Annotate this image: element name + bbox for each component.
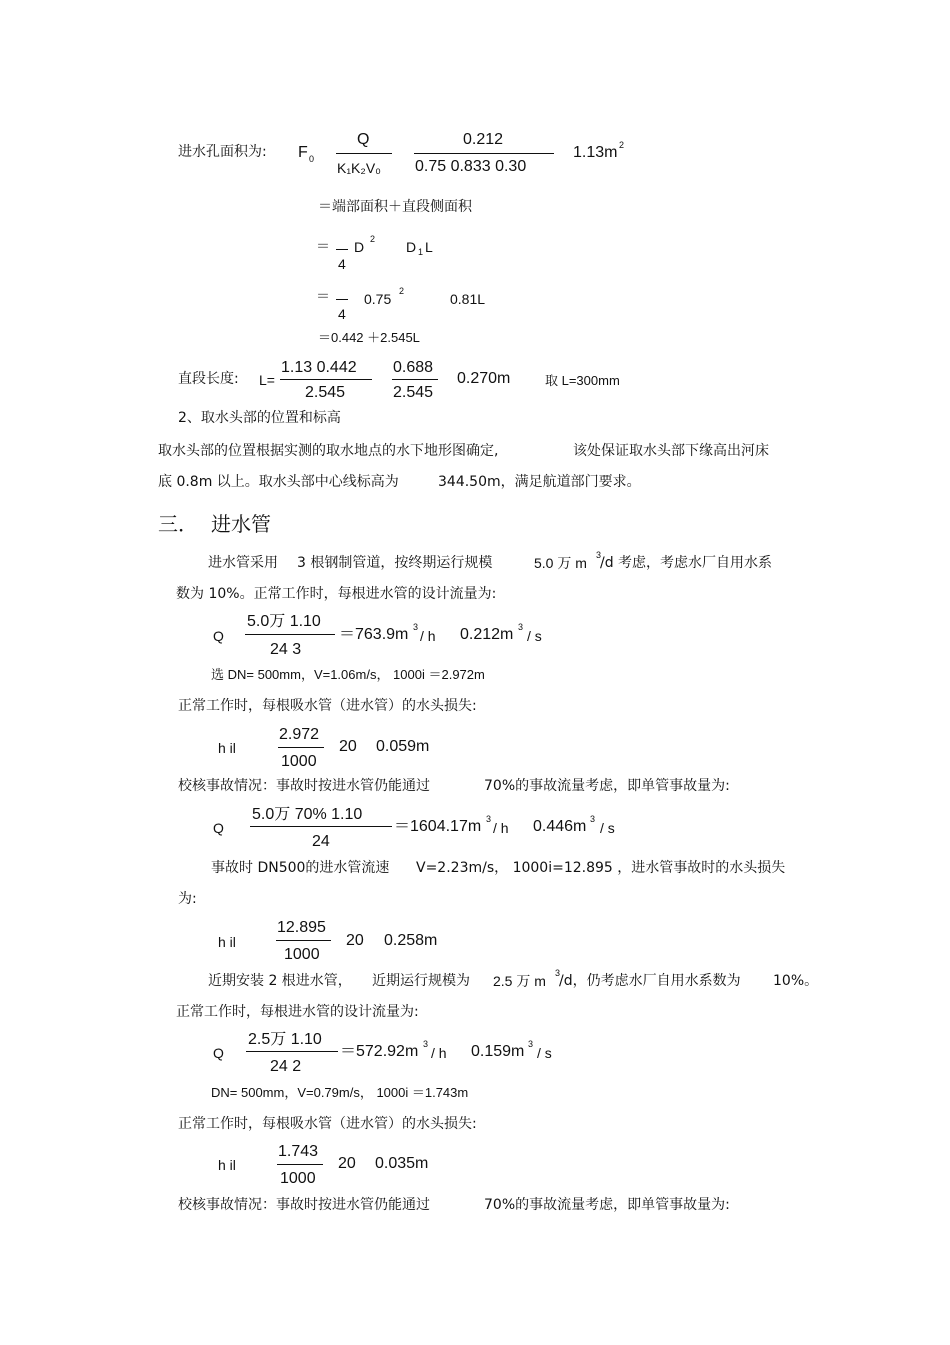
eq2-rhs-2: / h <box>493 820 509 836</box>
eq3-lhs: Q <box>213 1045 224 1061</box>
straight-length-label: 直段长度: <box>178 371 239 387</box>
check-2-part-b: 70%的事故流量考虑，即单管事故量为: <box>484 1197 730 1213</box>
eq3-bar <box>246 1051 338 1052</box>
decomp-line-3-den: 4 <box>338 306 346 322</box>
h2-numerator: 12.895 <box>277 919 326 936</box>
inlet-area-result: 1.13m <box>573 144 618 161</box>
eq1-denominator: 24 3 <box>270 641 302 658</box>
h2-result: 0.258m <box>384 932 438 949</box>
p5-part-d: /d 考虑，考虑水厂自用水系 <box>600 555 773 571</box>
eq3-rhs-3: 0.159m <box>471 1043 525 1060</box>
paragraph-2-part-b: 344.50m，满足航道部门要求。 <box>438 474 641 490</box>
eq3-sup-1: 3 <box>423 1039 429 1049</box>
straight-length-take: 取 L=300mm <box>545 373 620 388</box>
eq2-sup-1: 3 <box>486 814 492 824</box>
eq2-bar <box>250 826 392 827</box>
decomp-line-2-bar <box>336 249 348 250</box>
selection-line-1: 选 DN= 500mm，V=1.06m/s， 1000i ＝2.972m <box>211 667 485 682</box>
p6-line-2: 正常工作时，每根进水管的设计流量为: <box>176 1004 419 1020</box>
section-title: 进水管 <box>211 512 271 536</box>
eq1-rhs-3: 0.212m <box>460 626 514 643</box>
p5-part-a: 进水管采用 <box>208 555 278 571</box>
head-loss-label-1: 正常工作时，每根吸水管（进水管）的水头损失: <box>178 698 477 714</box>
decomp-line-3-tail: 0.81L <box>450 291 486 307</box>
h1-denominator: 1000 <box>281 753 317 770</box>
eq1-rhs-4: / s <box>527 628 542 644</box>
h1-bar <box>278 747 324 748</box>
decomp-line-3-val: 0.75 <box>364 291 392 307</box>
p5-part-b: 3 根钢制管道，按终期运行规模 <box>297 555 493 571</box>
decomp-line-2-eq: ＝ <box>316 239 330 255</box>
h3-lhs: h il <box>218 1157 236 1173</box>
eq1-bar <box>245 634 335 635</box>
decomp-line-2-den: 4 <box>338 256 346 272</box>
p6-part-e: 10%。 <box>773 973 819 989</box>
h1-result: 0.059m <box>376 738 430 755</box>
eq2-sup-2: 3 <box>590 814 596 824</box>
straight-f1-den: 2.545 <box>305 384 346 401</box>
decomp-line-2-l: L <box>425 239 433 255</box>
accident-part-b: V=2.23m/s， 1000i=12.895 ，进水管事故时的水头损失 <box>416 860 786 876</box>
p6-part-d: /d，仍考虑水厂自用水系数为 <box>559 973 741 989</box>
eq2-rhs-1: ＝1604.17m <box>394 818 482 835</box>
h2-denominator: 1000 <box>284 946 320 963</box>
subheading-intake-position: 2、取水头部的位置和标高 <box>178 410 341 426</box>
decomp-line-2-d1-sub: 1 <box>418 247 424 257</box>
h2-bar <box>276 940 331 941</box>
straight-f2-bar <box>392 379 438 380</box>
section-number: 三． <box>158 512 198 536</box>
check-1-part-a: 校核事故情况：事故时按进水管仍能通过 <box>178 778 430 794</box>
decomp-line-2-d-sup: 2 <box>370 234 376 244</box>
eq2-numerator: 5.0万 70% 1.10 <box>252 806 363 823</box>
frac2-bar <box>414 153 554 154</box>
frac1-bar <box>336 153 392 154</box>
straight-length-result: 0.270m <box>457 370 511 387</box>
frac1-numerator: Q <box>357 131 370 148</box>
inlet-area-lhs: F <box>298 144 308 161</box>
p6-part-c-sup: 3 <box>555 968 561 978</box>
h3-multiplier: 20 <box>338 1155 356 1172</box>
p5-part-c-sup: 3 <box>596 550 602 560</box>
straight-length-lhs: L= <box>259 372 275 388</box>
eq3-rhs-4: / s <box>537 1045 552 1061</box>
decomp-line-3-bar <box>336 299 348 300</box>
eq3-denominator: 24 2 <box>270 1058 302 1075</box>
eq2-rhs-4: / s <box>600 820 615 836</box>
h2-lhs: h il <box>218 934 236 950</box>
straight-f1-bar <box>280 379 372 380</box>
accident-part-c: 为: <box>178 891 197 907</box>
decomp-line-2-d1: D <box>406 239 417 255</box>
frac1-denominator: K₁K₂V₀ <box>337 160 381 176</box>
p5-part-c: 5.0 万 m <box>534 555 587 571</box>
h3-denominator: 1000 <box>280 1170 316 1187</box>
straight-f1-num: 1.13 0.442 <box>281 359 357 376</box>
eq2-lhs: Q <box>213 820 224 836</box>
selection-line-2: DN= 500mm，V=0.79m/s， 1000i ＝1.743m <box>211 1085 469 1100</box>
eq2-rhs-3: 0.446m <box>533 818 587 835</box>
h3-numerator: 1.743 <box>278 1143 319 1160</box>
decomp-line-2-d: D <box>354 239 365 255</box>
p6-part-c: 2.5 万 m <box>493 973 546 989</box>
inlet-area-result-sup: 2 <box>619 140 625 150</box>
frac2-numerator: 0.212 <box>463 131 504 148</box>
h3-result: 0.035m <box>375 1155 429 1172</box>
eq3-numerator: 2.5万 1.10 <box>248 1031 322 1048</box>
h1-lhs: h il <box>218 740 236 756</box>
h1-multiplier: 20 <box>339 738 357 755</box>
h1-numerator: 2.972 <box>279 726 320 743</box>
eq1-lhs: Q <box>213 628 224 644</box>
eq1-numerator: 5.0万 1.10 <box>247 613 321 630</box>
paragraph-1-part-a: 取水头部的位置根据实测的取水地点的水下地形图确定, <box>158 443 499 459</box>
straight-f2-num: 0.688 <box>393 359 434 376</box>
paragraph-2-part-a: 底 0.8m 以上。取水头部中心线标高为 <box>158 474 399 490</box>
head-loss-label-2: 正常工作时，每根吸水管（进水管）的水头损失: <box>178 1116 477 1132</box>
paragraph-1-part-b: 该处保证取水头部下缘高出河床 <box>573 443 769 459</box>
eq1-sup-2: 3 <box>518 622 524 632</box>
check-1-part-b: 70%的事故流量考虑，即单管事故量为: <box>484 778 730 794</box>
eq3-sup-2: 3 <box>528 1039 534 1049</box>
frac2-denominator: 0.75 0.833 0.30 <box>415 158 527 175</box>
h3-bar <box>277 1164 323 1165</box>
p6-part-b: 近期运行规模为 <box>372 973 470 989</box>
h2-multiplier: 20 <box>346 932 364 949</box>
check-2-part-a: 校核事故情况：事故时按进水管仍能通过 <box>178 1197 430 1213</box>
decomp-line-3-eq: ＝ <box>316 289 330 305</box>
eq3-rhs-1: ＝572.92m <box>340 1043 419 1060</box>
p5-line-2: 数为 10%。正常工作时，每根进水管的设计流量为: <box>176 586 497 602</box>
eq1-rhs-2: / h <box>420 628 436 644</box>
eq2-denominator: 24 <box>312 833 330 850</box>
inlet-area-label: 进水孔面积为: <box>178 144 267 160</box>
eq1-rhs-1: ＝763.9m <box>339 626 409 643</box>
inlet-area-lhs-sub: 0 <box>309 154 315 164</box>
eq1-sup-1: 3 <box>413 622 419 632</box>
decomp-line-3-sup: 2 <box>399 286 405 296</box>
eq3-rhs-2: / h <box>431 1045 447 1061</box>
decomp-line-4: ＝0.442 ＋2.545L <box>318 330 420 345</box>
decomp-line-1: ＝端部面积＋直段侧面积 <box>318 199 472 215</box>
p6-part-a: 近期安装 2 根进水管， <box>208 973 352 989</box>
accident-part-a: 事故时 DN500的进水管流速 <box>211 860 390 876</box>
straight-f2-den: 2.545 <box>393 384 434 401</box>
